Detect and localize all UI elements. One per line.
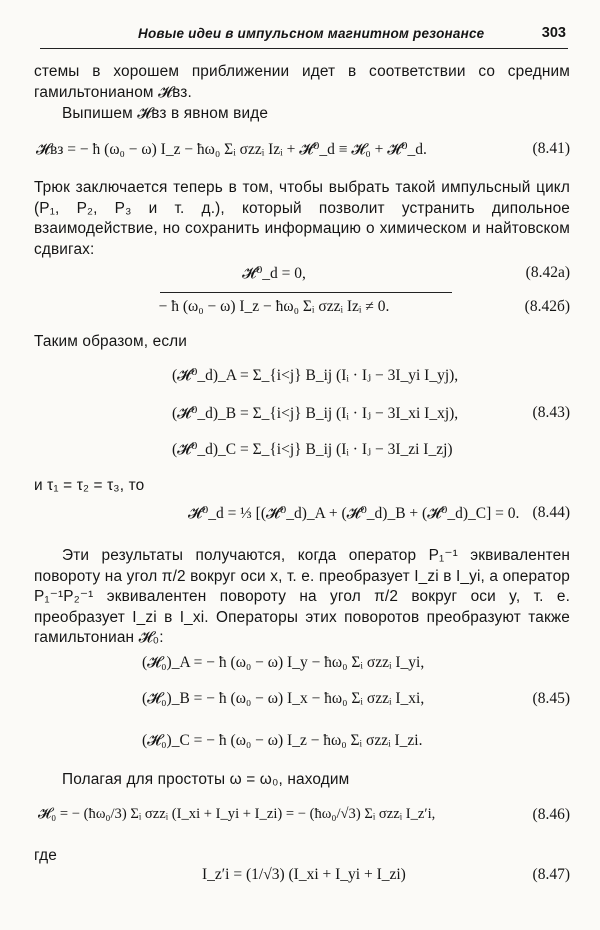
paragraph-8: где [34,847,57,864]
equation-number-8-42a: (8.42a) [525,264,570,281]
paragraph-7: Полагая для простоты ω = ω₀, находим [62,771,350,788]
equation-8-44: 𝓗⁰_d = ⅓ [(𝓗⁰_d)_A + (𝓗⁰_d)_B + (𝓗⁰_d)_C] = 0. [188,505,520,522]
equation-8-47: I_z′i = (1/√3) (I_xi + I_yi + I_zi) [202,866,406,883]
paragraph-3: Трюк заключается теперь в том, чтобы выбрать такой импульсный цикл (P₁, P₂, P₃ и т. д.), который позволит устранить дипольное взаимодействие, но сохранить информацию о химическом и найтовском сдвигах: [34,179,570,258]
equation-8-46: 𝓗₀ = − (ħω₀/3) Σᵢ σzzᵢ (I_xi + I_yi + I_zi) = − (ħω₀/√3) Σᵢ σzzᵢ I_z′i, [38,806,436,822]
paragraph-4: Таким образом, если [34,333,188,350]
equation-number-8-45: (8.45) [532,690,570,707]
equation-number-8-44: (8.44) [532,504,570,521]
equation-number-8-42b: (8.42б) [524,298,570,315]
page-number: 303 [541,25,566,41]
equation-number-8-47: (8.47) [532,866,570,883]
paragraph-2: Выпишем 𝓗вз в явном виде [62,105,269,122]
equation-8-43b: (𝓗⁰_d)_B = Σ_{i<j} B_ij (Iᵢ · Iⱼ − 3I_xi I_xj), [172,405,459,422]
equation-8-41: 𝓗вз = − ħ (ω₀ − ω) I_z − ħω₀ Σᵢ σzzᵢ Izᵢ + 𝓗⁰_d ≡ 𝓗₀ + 𝓗⁰_d. [36,141,427,158]
equation-8-42a: 𝓗⁰_d = 0, [242,265,306,282]
equation-8-43a: (𝓗⁰_d)_A = Σ_{i<j} B_ij (Iᵢ · Iⱼ − 3I_yi I_yj), [172,367,459,384]
equation-number-8-43: (8.43) [532,404,570,421]
paragraph-5: и τ₁ = τ₂ = τ₃, то [34,477,145,494]
overline-rule [160,292,452,293]
running-header [40,22,568,49]
equation-8-42b: − ħ (ω₀ − ω) I_z − ħω₀ Σᵢ σzzᵢ Izᵢ ≠ 0. [158,298,390,315]
paragraph-1: стемы в хорошем приближении идет в соответствии со средним гамильтонианом 𝓗вз. [34,63,570,101]
equation-number-8-46: (8.46) [532,806,570,823]
equation-8-45b: (𝓗₀)_B = − ħ (ω₀ − ω) I_x − ħω₀ Σᵢ σzzᵢ I_xi, [142,690,425,707]
equation-8-45a: (𝓗₀)_A = − ħ (ω₀ − ω) I_y − ħω₀ Σᵢ σzzᵢ I_yi, [142,654,425,671]
equation-number-8-41: (8.41) [532,140,570,157]
equation-8-45c: (𝓗₀)_C = − ħ (ω₀ − ω) I_z − ħω₀ Σᵢ σzzᵢ I_zi. [142,732,423,749]
paragraph-6: Эти результаты получаются, когда оператор P₁⁻¹ эквивалентен повороту на угол π/2 вокруг оси x, т. е. преобразует I_zi в I_yi, а оператор P₁⁻¹P₂⁻¹ эквивалентен повороту на угол π/2 вокруг оси y, т. е. преобразует I_zi в I_xi. Операторы этих поворотов преобразуют также гамильтониан 𝓗₀: [34,547,570,646]
equation-8-43c: (𝓗⁰_d)_C = Σ_{i<j} B_ij (Iᵢ · Iⱼ − 3I_zi I_zj) [172,441,453,458]
running-title: Новые идеи в импульсном магнитном резонансе [138,26,485,41]
